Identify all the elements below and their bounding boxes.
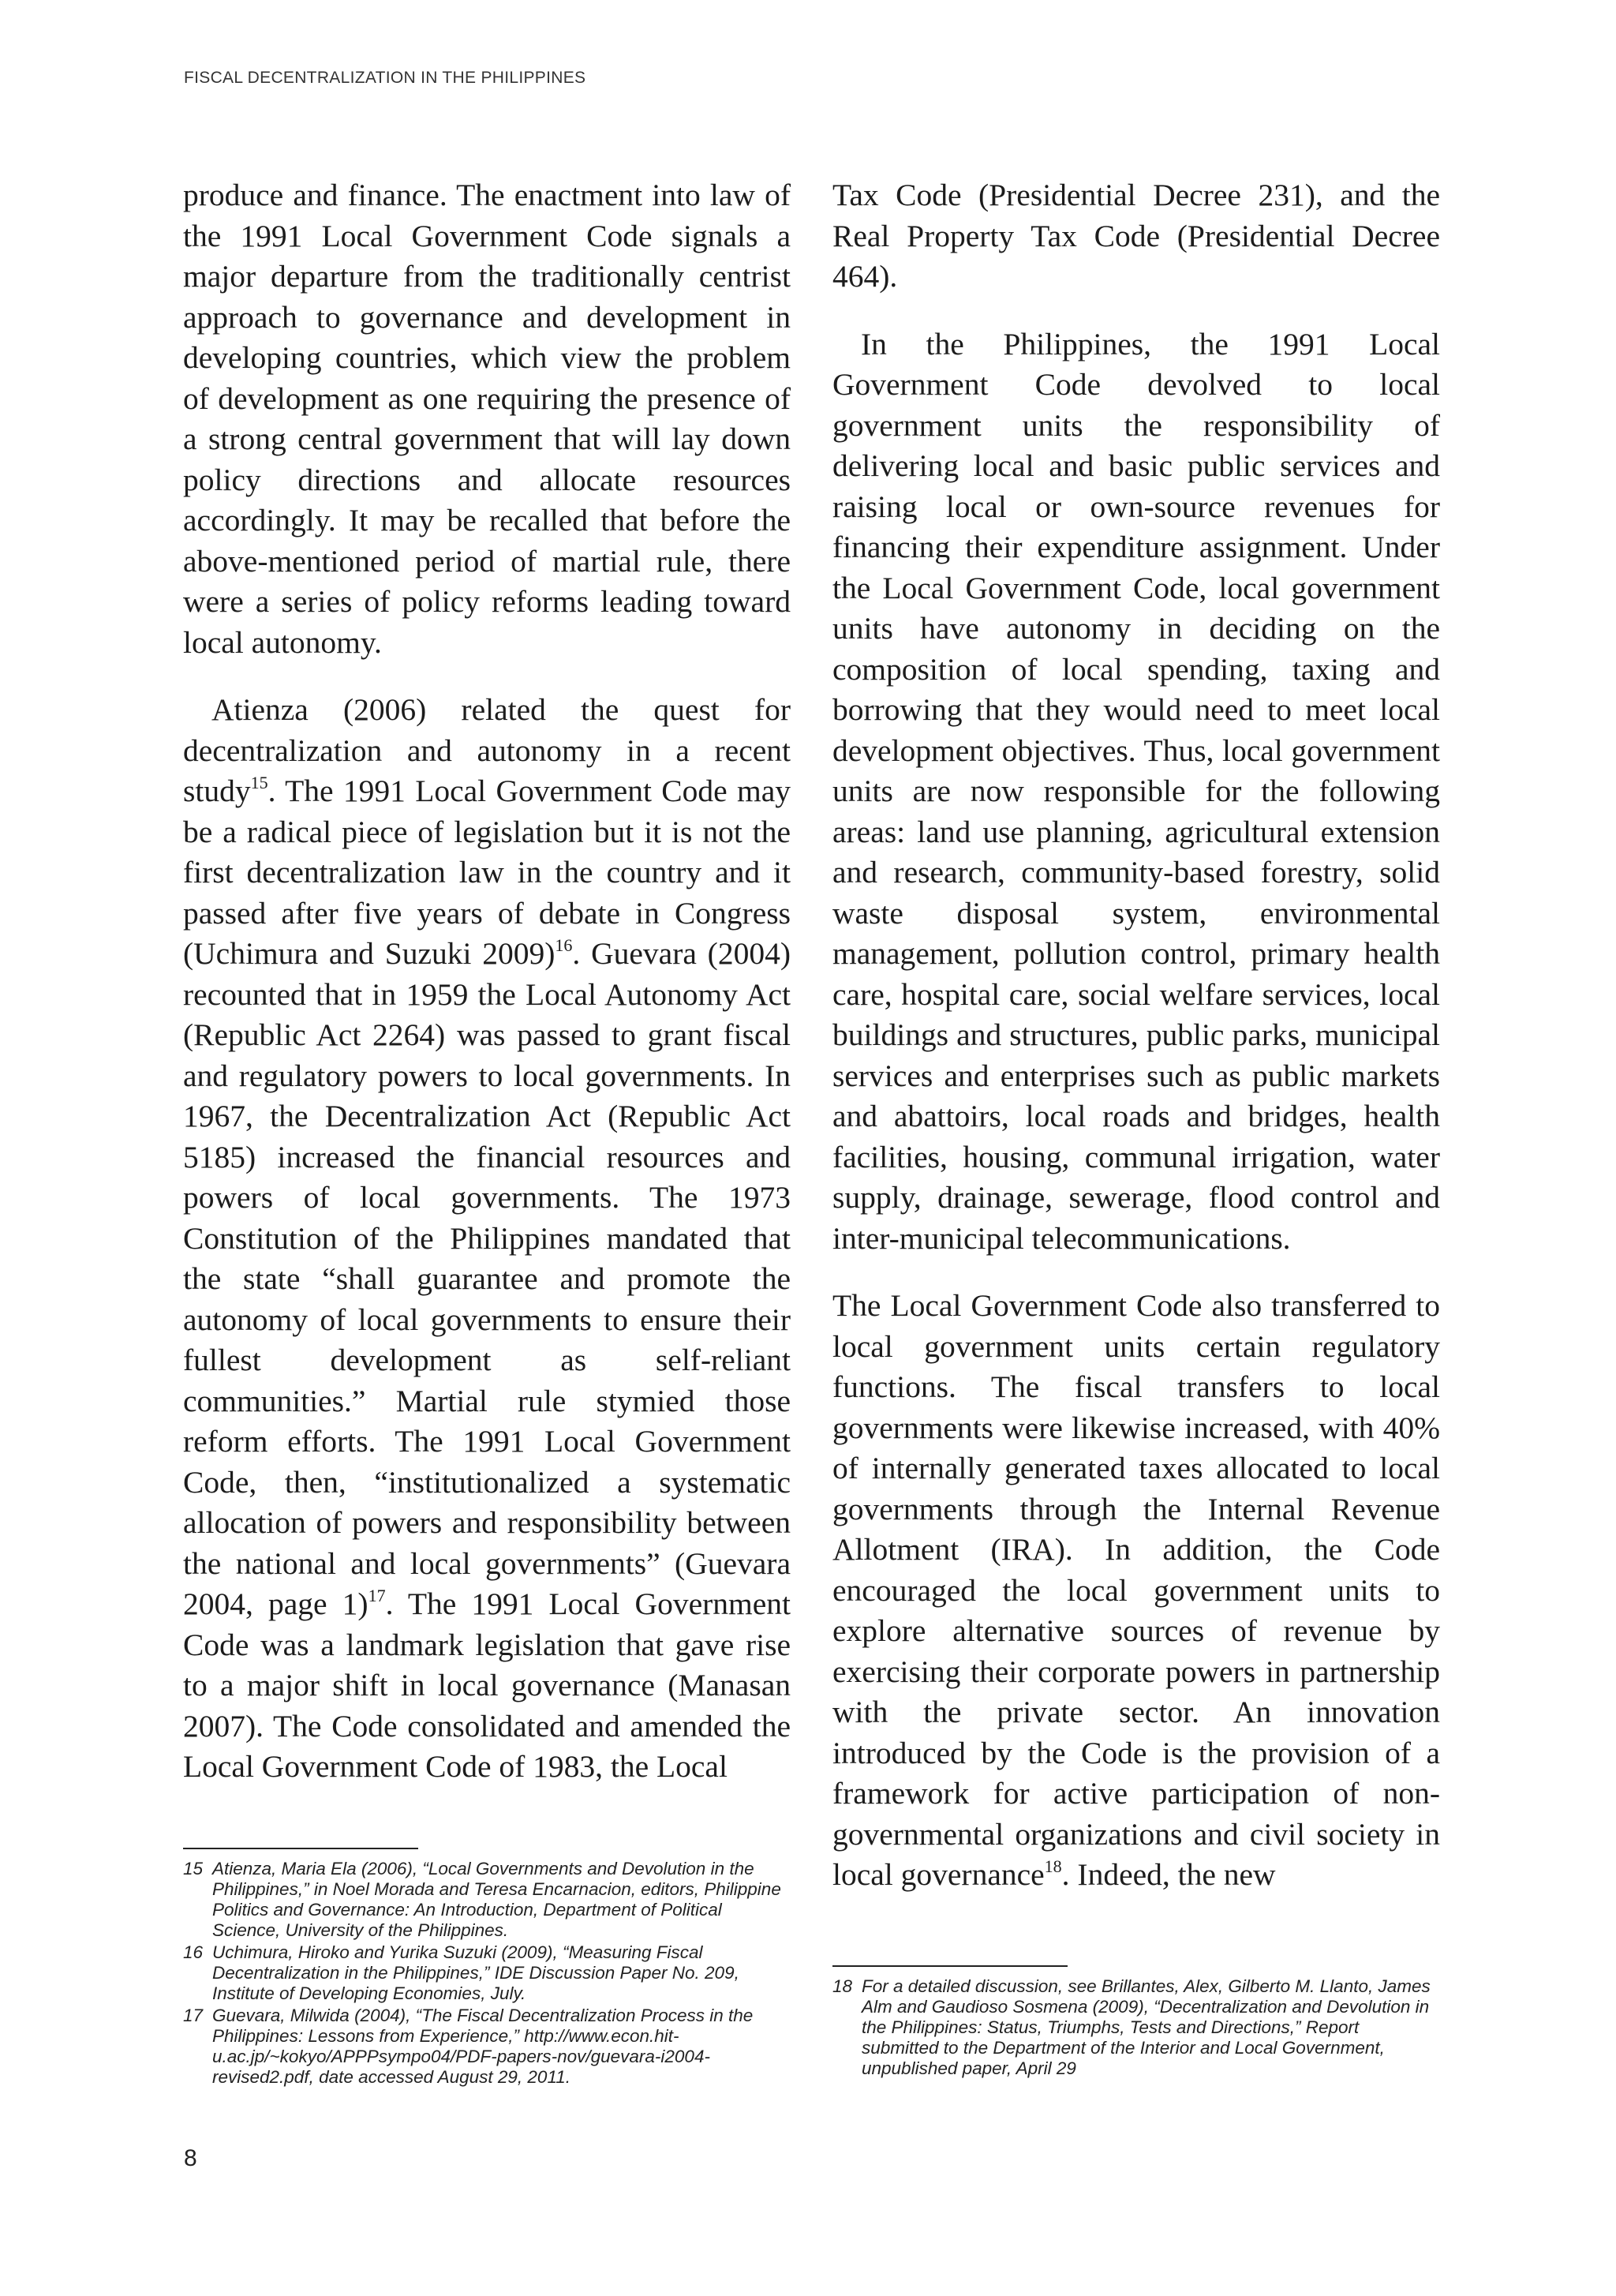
left-column [183,175,791,1788]
footnote-ref-16[interactable]: 16 [555,935,573,955]
footnote-divider [183,1848,418,1849]
footnote-17 [183,2006,791,2088]
right-p3-text-2: . Indeed, the new [1061,1857,1276,1892]
footnote-text: Guevara, Milwida (2004), “The Fiscal Decentralization Process in the Philippines: Lessons from Experience,” http://www.econ.hit-u.ac.jp/~kokyo/APPPsympo04/PDF-papers-nov/guevara-i2004-revised2.pdf, date accessed August 29, 2011. [212,2006,754,2087]
footnotes-right [832,1965,1440,2081]
right-p3-text-1: The Local Government Code also transferred to local government units certain regulatory functions. The fiscal transfers to local governments were likewise increased, with 40% of internally generated taxes allocated to local governments through the Internal Revenue Allotment (IRA). In addition, the Code encouraged the local government units to explore alternative sources of revenue by exercising their corporate powers in partnership with the private sector. An innovation introduced by the Code is the provision of a framework for active participation of non-governmental organizations and civil society in local governance [832,1288,1440,1892]
running-header: FISCAL DECENTRALIZATION IN THE PHILIPPINES [184,69,586,87]
footnote-16 [183,1942,791,2004]
left-paragraph-1: produce and finance. The enactment into law of the 1991 Local Government Code signals a major departure from the traditionally centrist approach to governance and development in developing countries, which view the problem of development as one requiring the presence of a strong central government that will lay down policy directions and allocate resources accordingly. It may be recalled that before the above-mentioned period of martial rule, there were a series of policy reforms leading toward local autonomy. [183,178,791,660]
footnote-text: For a detailed discussion, see Brillantes, Alex, Gilberto M. Llanto, James Alm and Gaudioso Sosmena (2009), “Decentralization and Devolution in the Philippines: Status, Triumphs, Tests and Directions,” Report submitted to the Department of the Interior and Local Government, unpublished paper, April 29 [862,1976,1431,2078]
left-p2-text-2: . The 1991 Local Government Code may be a radical piece of legislation but it is not the first decentralization law in the country and it passed after five years of debate in Congress (Uchimura and Suzuki 2009) [183,773,791,971]
footnote-18 [832,1976,1440,2079]
footnote-ref-17[interactable]: 17 [368,1586,386,1605]
footnote-number: 15 [183,1859,204,1878]
left-paragraph-2 [183,690,791,1788]
footnote-number: 18 [832,1976,853,1996]
right-paragraph-3 [832,1286,1440,1896]
page-number: 8 [184,2145,197,2171]
left-p2-text-3: . Guevara (2004) recounted that in 1959 the Local Autonomy Act (Republic Act 2264) was passed to grant fiscal and regulatory powers to local governments. In 1967, the Decentralization Act (Republic Act 5185) increased the financial resources and powers of local governments. The 1973 Constitution of the Philippines mandated that the state “shall guarantee and promote the autonomy of local governments to ensure their fullest development as self-reliant communities.” Martial rule stymied those reform efforts. The 1991 Local Government Code, then, “institutionalized a systematic allocation of powers and responsibility between the national and local governments” (Guevara 2004, page 1) [183,936,791,1621]
left-p2-text-1: Atienza (2006) related the quest for decentralization and autonomy in a recent study [183,692,791,808]
footnote-number: 16 [183,1942,204,1962]
footnote-15 [183,1859,791,1941]
right-column [832,175,1440,1896]
right-paragraph-1: Tax Code (Presidential Decree 231), and the Real Property Tax Code (Presidential Decree 464). [832,178,1440,294]
footnote-number: 17 [183,2006,204,2025]
footnote-ref-18[interactable]: 18 [1044,1856,1062,1876]
footnote-text: Uchimura, Hiroko and Yurika Suzuki (2009), “Measuring Fiscal Decentralization in the Philippines,” IDE Discussion Paper No. 209, Institute of Developing Economies, July. [212,1942,739,2003]
footnote-text: Atienza, Maria Ela (2006), “Local Governments and Devolution in the Philippines,” in Noel Morada and Teresa Encarnacion, editors, Philippine Politics and Governance: An Introduction, Department of Political Science, University of the Philippines. [212,1859,781,1940]
left-p2-text-4: . The 1991 Local Government Code was a landmark legislation that gave rise to a major shift in local governance (Manasan 2007). The Code consolidated and amended the Local Government Code of 1983, the Local [183,1586,791,1784]
footnote-ref-15[interactable]: 15 [250,773,268,792]
footnote-divider [832,1965,1068,1967]
right-paragraph-2: In the Philippines, the 1991 Local Government Code devolved to local government units the responsibility of delivering local and basic public services and raising local or own-source revenues for financing their expenditure assignment. Under the Local Government Code, local government units have autonomy in deciding on the composition of local spending, taxing and borrowing that they would need to meet local development objectives. Thus, local government units are now responsible for the following areas: land use planning, agricultural extension and research, community-based forestry, solid waste disposal system, environmental management, pollution control, primary health care, hospital care, social welfare services, local buildings and structures, public parks, municipal services and enterprises such as public markets and abattoirs, local roads and bridges, health facilities, housing, communal irrigation, water supply, drainage, sewerage, flood control and inter-municipal telecommunications. [832,326,1440,1256]
footnotes-left [183,1848,791,2089]
